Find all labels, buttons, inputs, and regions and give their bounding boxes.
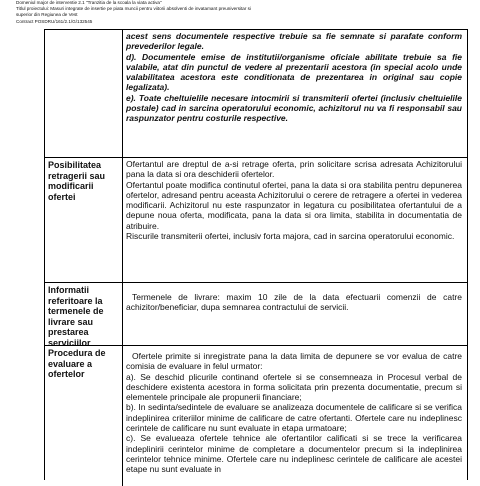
table-row (45, 157, 467, 283)
row-content (126, 159, 462, 241)
row-label: Posibilitatea retragerii sau modificarii ofertei (45, 158, 123, 283)
document-header (16, 0, 466, 25)
paragraph: Termenele de livrare: maxim 10 zile de la data efectuarii comenzii de catre achizitor/beneficiar, dupa semnarea contractului de servicii. (126, 292, 462, 313)
paragraph: c). Se evalueaza ofertele tehnice ale ofertantilor calificati si se trece la verificarea indeplinirii cerintelor minime de completare a documentelor precum si la indeplinirea cerintelor tehnice minime. Ofertele care nu indeplinesc cerintele de calificare ale acestei etape nu sunt evaluate in (126, 433, 462, 475)
row-label: Informatii referitoare la termenele de livrare sau prestarea serviciilor (45, 283, 123, 346)
header-line-4: Contract POSDRU/161/2.1/G/132545 (16, 18, 93, 24)
row-label: Procedura de evaluare a ofertelor (45, 346, 123, 486)
paragraph: b). In sedinta/sedintele de evaluare se analizeaza documentele de calificare si se verifica indeplinirea criteriilor minime de calificare de catre ofertanti. Ofertele care nu indeplinesc cerintele de calificare nu sunt evaluate in etapa urmatoare; (126, 402, 462, 434)
paragraph: e). Toate cheltuielile necesare intocmirii si transmiterii ofertei (inclusiv cheltuielile postale) cad in sarcina operatorului economic, achizitorul nu va fi responsabil sau raspunzator pentru costurile respective. (126, 92, 462, 124)
row-content (126, 292, 462, 313)
header-line-1: Domeniul major de interventie 2.1 "Tranzitia de la scoala la viata activa" (16, 0, 162, 5)
row-content (126, 351, 462, 475)
paragraph: Ofertantul are dreptul de a-si retrage oferta, prin solicitare scrisa adresata Achizitorului pana la data si ora deschiderii ofertelor. (126, 159, 462, 180)
table-row (45, 30, 467, 157)
table-row (45, 345, 467, 486)
row-label (45, 30, 123, 157)
paragraph: Ofertantul poate modifica continutul ofertei, pana la data si ora stabilita pentru depunerea ofertelor, adresand pentru aceasta Achizitorului o cerere de retragere a ofertei in vederea modificarii. Achizitorul nu este raspunzator in legatura cu posibilitatea ofertantului de a depune noua oferta, modificata, pana la data si ora limita, stabilita in documentatia de atribuire. (126, 179, 462, 231)
paragraph: Riscurile transmiterii ofertei, inclusiv forta majora, cad in sarcina operatorului economic. (126, 231, 455, 242)
paragraph: a). Se deschid plicurile continand ofertele si se consemneaza in Procesul verbal de deschidere existenta acestora in forma solicitata prin prezenta documentatie, precum si elementele principale ale propunerii financiare; (126, 371, 462, 403)
header-line-3: superior din Regiunea de Vest (16, 12, 78, 18)
table-row (45, 282, 467, 346)
paragraph: d). Documentele emise de institutii/organisme oficiale abilitate trebuie sa fie valabile, atat din punctul de vedere al prezentarii acestora (in special acolo unde valabilitatea acestora este conditionata de prezentarea in original sau copie legalizata). (126, 51, 462, 93)
row-content (126, 31, 462, 124)
paragraph: acest sens documentele respective trebuie sa fie semnate si parafate conform prevederilor legale. (126, 31, 462, 52)
paragraph: Ofertele primite si inregistrate pana la data limita de depunere se vor evalua de catre comisia de evaluare in felul urmator: (126, 351, 462, 372)
requirements-table (44, 29, 468, 480)
header-line-2: Titlul proiectului: Masuri integrate de insertie pe piata muncii pentru viitorii absolventi de invatamant preuniversitar si (16, 6, 251, 12)
